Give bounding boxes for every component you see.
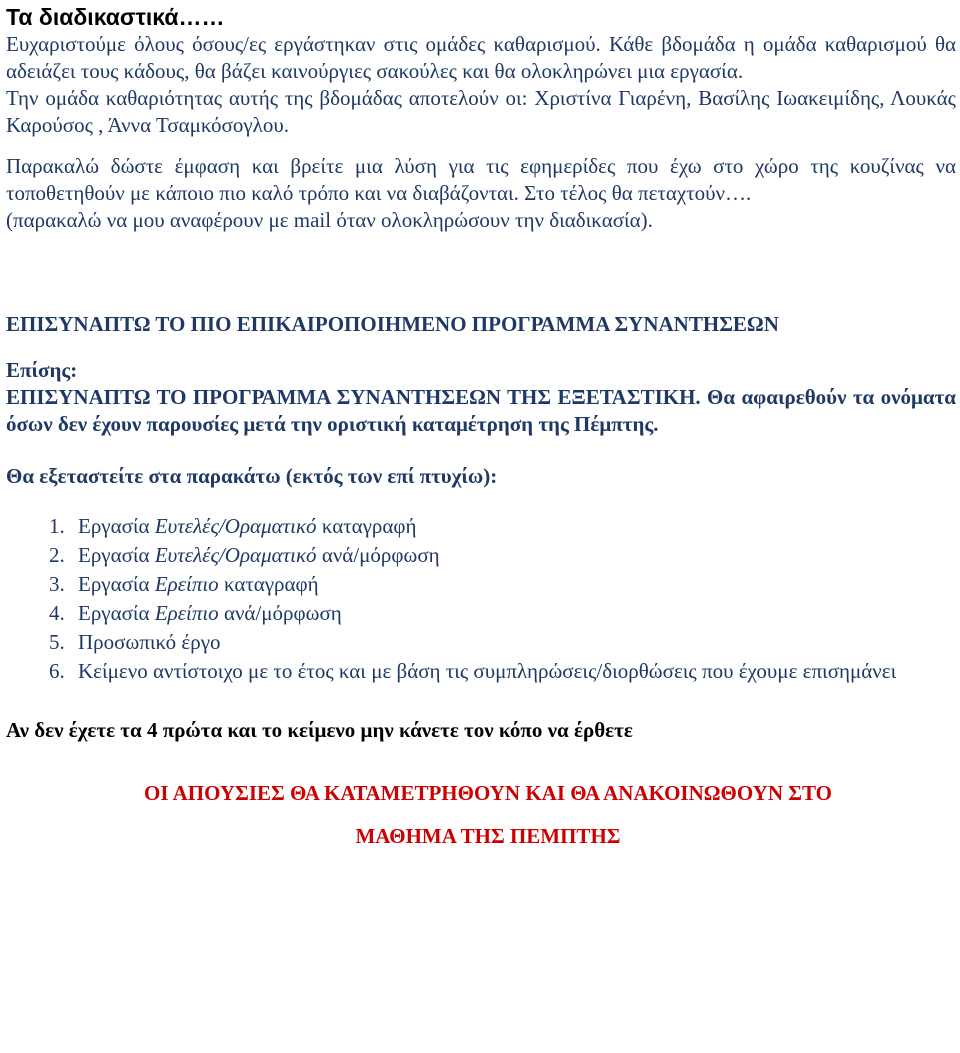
list-item: 6. Κείμενο αντίστοιχο με το έτος και με βάση τις συμπληρώσεις/διορθώσεις που έχουμε επισημάνει bbox=[70, 657, 956, 686]
request-paragraph: Παρακαλώ δώστε έμφαση και βρείτε μια λύση για τις εφημερίδες που έχω στο χώρο της κουζίνας να τοποθετηθούν με κάποιο πιο καλό τρόπο και να διαβάζονται. Στο τέλος θα πεταχτούν…. bbox=[6, 154, 956, 205]
list-item: 5. Προσωπικό έργο bbox=[70, 628, 956, 657]
warning-text: Αν δεν έχετε τα 4 πρώτα και το κείμενο μην κάνετε τον κόπο να έρθετε bbox=[6, 718, 633, 742]
list-item: 2. Εργασία Ευτελές/Οραματικό ανά/μόρφωση bbox=[70, 541, 956, 570]
task-list bbox=[6, 512, 956, 686]
request-section bbox=[6, 153, 956, 234]
attachment-heading: ΕΠΙΣΥΝΑΠΤΩ ΤΟ ΠΙΟ ΕΠΙΚΑΙΡΟΠΟΙΗΜΕΝΟ ΠΡΟΓΡΑΜΜΑ ΣΥΝΑΝΤΗΣΕΩΝ bbox=[6, 312, 779, 336]
intro-section bbox=[6, 31, 956, 139]
absence-notice-line-1: ΟΙ ΑΠΟΥΣΙΕΣ ΘΑ ΚΑΤΑΜΕΤΡΗΘΟΥΝ ΚΑΙ ΘΑ ΑΝΑΚΟΙΝΩΘΟΥΝ ΣΤΟ bbox=[144, 781, 832, 805]
exam-intro: Θα εξεταστείτε στα παρακάτω (εκτός των επί πτυχίω): bbox=[6, 464, 498, 488]
request-note: (παρακαλώ να μου αναφέρουν με mail όταν ολοκληρώσουν την διαδικασία). bbox=[6, 208, 653, 232]
absence-notice-line-2: ΜΑΘΗΜΑ ΤΗΣ ΠΕΜΠΤΗΣ bbox=[355, 824, 621, 848]
page-title: Τα διαδικαστικά…… bbox=[6, 4, 225, 30]
list-item: 1. Εργασία Ευτελές/Οραματικό καταγραφή bbox=[70, 512, 956, 541]
document-page bbox=[6, 0, 956, 858]
also-label: Επίσης: bbox=[6, 358, 78, 382]
intro-thanks-paragraph: Ευχαριστούμε όλους όσους/ες εργάστηκαν στις ομάδες καθαρισμού. Κάθε βδομάδα η ομάδα καθαρισμού θα αδειάζει τους κάδους, θα βάζει καινούργιες σακούλες και θα ολοκληρώνει μια εργασία. bbox=[6, 32, 956, 83]
also-paragraph: ΕΠΙΣΥΝΑΠΤΩ ΤΟ ΠΡΟΓΡΑΜΜΑ ΣΥΝΑΝΤΗΣΕΩΝ ΤΗΣ ΕΞΕΤΑΣΤΙΚΗ. Θα αφαιρεθούν τα ονόματα όσων δεν έχουν παρουσίες μετά την οριστική καταμέτρηση της Πέμπτης. bbox=[6, 385, 956, 436]
list-item: 4. Εργασία Ερείπιο ανά/μόρφωση bbox=[70, 599, 956, 628]
absence-notice bbox=[6, 772, 956, 858]
intro-team-paragraph: Την ομάδα καθαριότητας αυτής της βδομάδας αποτελούν οι: Χριστίνα Γιαρένη, Βασίλης Ιωακειμίδης, Λουκάς Καρούσος , Άννα Τσαμκόσογλου. bbox=[6, 86, 956, 137]
list-item: 3. Εργασία Ερείπιο καταγραφή bbox=[70, 570, 956, 599]
